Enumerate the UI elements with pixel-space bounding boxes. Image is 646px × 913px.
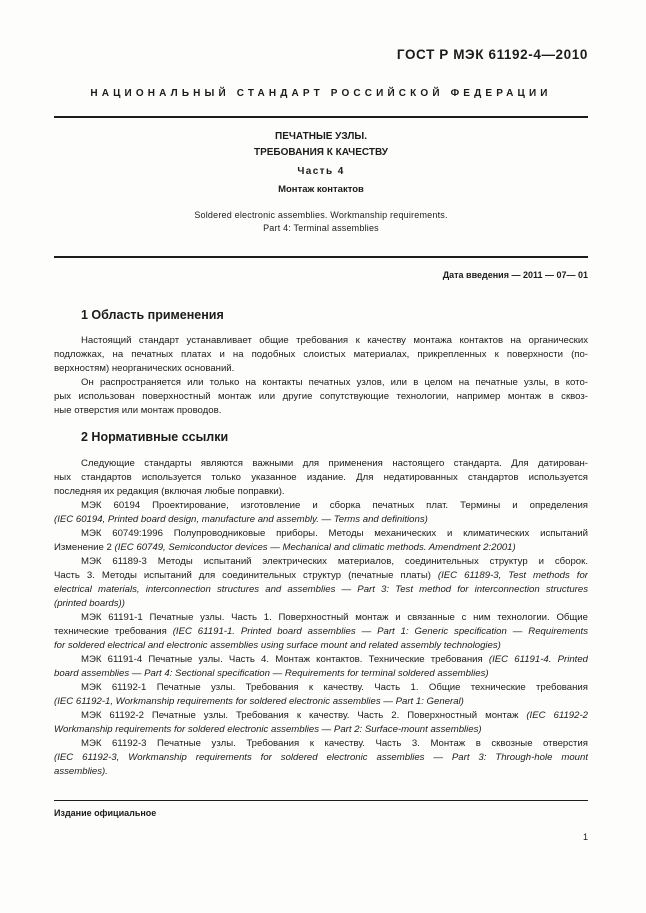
text-line: Следующие стандарты являются важными для применения настоящего стандарта. Для датирован- [81, 458, 588, 469]
reference-line: Workmanship requirements for soldered electronic assemblies — Part 2: Surface-mount assemblies) [54, 724, 482, 735]
text-line: ные отверстия или монтаж проводов. [54, 405, 222, 416]
section-2-heading: 2 Нормативные ссылки [81, 430, 229, 444]
text-line: подложках, на печатных платах и на подобных слоистых материалах, прикрепленных к поверхности (по- [54, 349, 588, 360]
reference-line: (IEC 61192-1, Workmanship requirements for soldered electronic assemblies — Part 1: General) [54, 696, 464, 707]
section-1-body [54, 334, 588, 418]
reference-line: МЭК 61192-1 Печатные узлы. Требования к качеству. Часть 1. Общие технические требования [81, 682, 588, 693]
reference-line: board assemblies — Part 4: Sectional specification — Requirements for terminal soldered assemblies) [54, 668, 489, 679]
reference-line: МЭК 60194 Проектирование, изготовление и сборка печатных плат. Термины и определения [81, 500, 588, 511]
title-line-1: ПЕЧАТНЫЕ УЗЛЫ. [275, 131, 367, 142]
standard-code: ГОСТ Р МЭК 61192-4—2010 [396, 47, 588, 62]
text-line: последняя их редакция (включая любые поправки). [54, 486, 285, 497]
footer-divider [54, 800, 588, 801]
text-line: ных стандартов используется только указанное издание. Для недатированных стандартов используется [54, 472, 588, 483]
reference-line: (printed boards)) [54, 598, 125, 609]
introduction-date: Дата введения — 2011 — 07— 01 [442, 270, 588, 280]
top-divider [54, 116, 588, 118]
subtitle: Монтаж контактов [278, 184, 364, 195]
reference-line: for soldered electrical and electronic assemblies using surface mount and related assembly technologies) [54, 640, 501, 651]
national-standard-title: НАЦИОНАЛЬНЫЙ СТАНДАРТ РОССИЙСКОЙ ФЕДЕРАЦИИ [90, 88, 552, 99]
reference-line: МЭК 61192-3 Печатные узлы. Требования к качеству. Часть 3. Монтаж в сквозные отверстия [81, 738, 588, 749]
reference-line: (IEC 60194, Printed board design, manufacture and assembly. — Terms and definitions) [54, 514, 428, 525]
reference-line: assemblies). [54, 766, 108, 777]
english-title-line-2: Part 4: Terminal assemblies [263, 223, 379, 233]
text-line: верхностям) неорганических оснований. [54, 363, 235, 374]
reference-line: Изменение 2 (IEC 60749, Semiconductor devices — Mechanical and climatic methods. Amendment 2:2001) [54, 542, 516, 553]
reference-line: МЭК 61192-2 Печатные узлы. Требования к качеству. Часть 2. Поверхностный монтаж (IEC 61192-2 [81, 710, 588, 721]
reference-line: МЭК 61191-4 Печатные узлы. Часть 4. Монтаж контактов. Технические требования (IEC 61191-4. Printed [81, 654, 588, 665]
text-line: Он распространяется или только на контакты печатных узлов, или в целом на печатные узлы, в кото- [81, 377, 588, 388]
text-line: Настоящий стандарт устанавливает общие требования к качеству монтажа контактов на органических [81, 335, 588, 346]
english-title-line-1: Soldered electronic assemblies. Workmanship requirements. [194, 210, 448, 220]
reference-line: МЭК 61191-1 Печатные узлы. Часть 1. Поверхностный монтаж и связанные с ним технологии. Общие [81, 612, 588, 623]
section-1-heading: 1 Область применения [81, 308, 224, 322]
official-edition-label: Издание официальное [54, 808, 157, 818]
reference-line: Часть 3. Методы испытаний для соединительных структур (печатные платы) (IEC 61189-3, Test methods for [54, 570, 588, 581]
part-label: Часть 4 [297, 166, 345, 177]
reference-line: electrical materials, interconnection structures and assemblies — Part 3: Test method for interconnection structures [54, 584, 588, 595]
reference-line: (IEC 61192-3, Workmanship requirements for soldered electronic assemblies — Part 3: Through-hole mount [54, 752, 588, 763]
title-line-2: ТРЕБОВАНИЯ К КАЧЕСТВУ [253, 147, 389, 158]
page-number: 1 [582, 832, 588, 842]
reference-line: МЭК 61189-3 Методы испытаний электрических материалов, соединительных структур и сборок. [81, 556, 588, 567]
title-divider [54, 256, 588, 258]
reference-line: технические требования (IEC 61191-1. Printed board assemblies — Part 1: Generic specification — Requirements [54, 626, 588, 637]
section-2-body [54, 457, 588, 779]
text-line: рых использован поверхностный монтаж или другие сопутствующие технологии, например монтаж в сквоз- [54, 391, 588, 402]
reference-line: МЭК 60749:1996 Полупроводниковые приборы. Методы механических и климатических испытаний [81, 528, 588, 539]
